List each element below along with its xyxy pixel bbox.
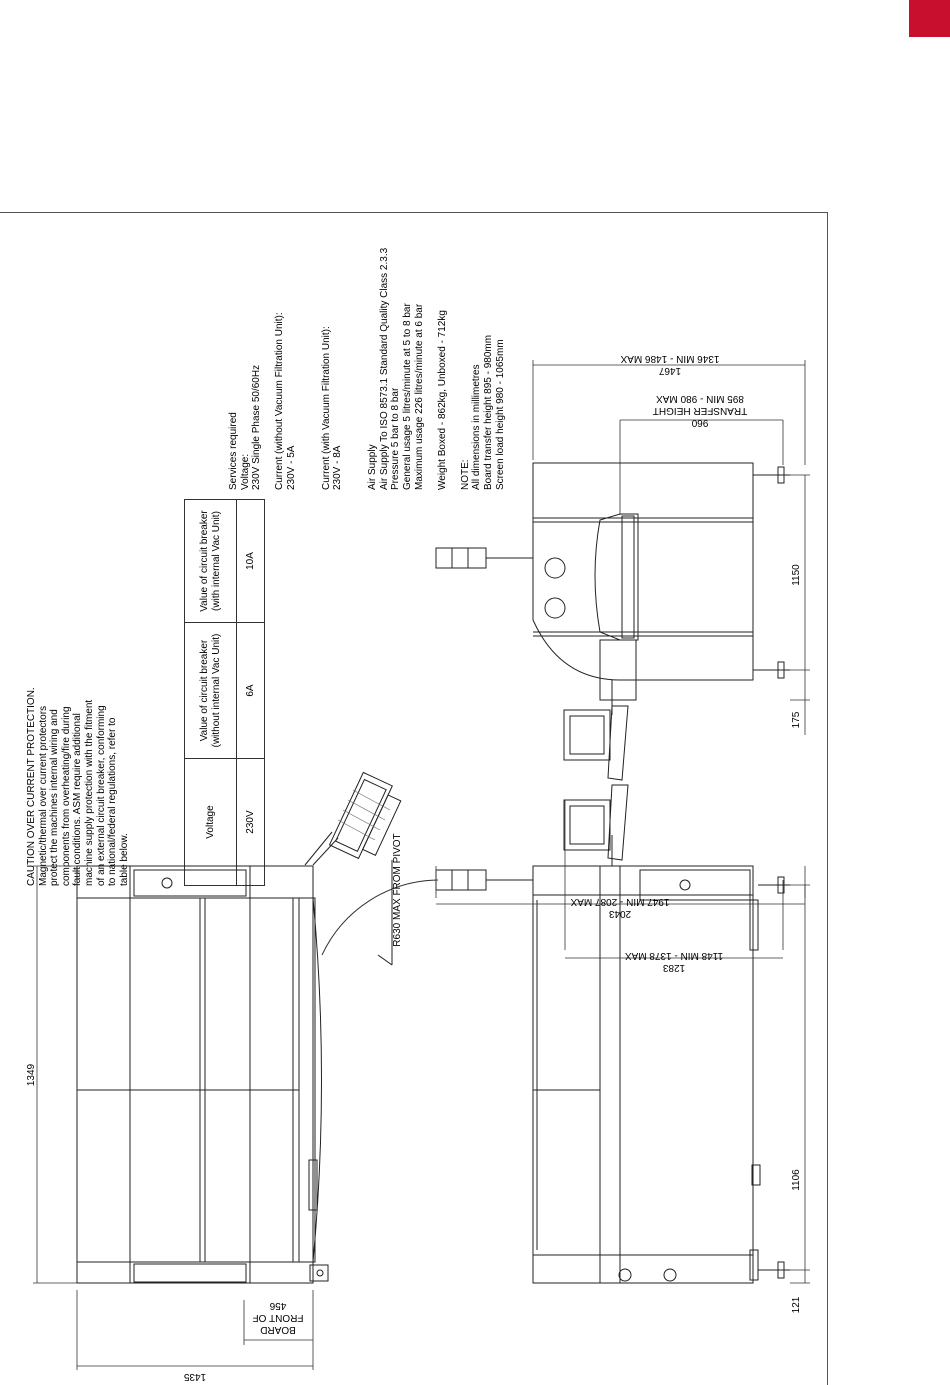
services-line: Current (with Vacuum Filtration Unit): <box>320 326 332 490</box>
dimension-labels <box>26 353 802 1382</box>
monitor <box>564 710 610 760</box>
top-view <box>77 772 438 1283</box>
signal-tower <box>436 548 486 568</box>
pivot-radius-arc <box>322 880 438 955</box>
front-view-dimensions <box>436 800 810 1283</box>
caution-line: Magnetic/thermal over current protectors <box>37 705 49 886</box>
services-line: All dimensions in millimetres <box>471 364 483 490</box>
front-view-body <box>533 866 753 1283</box>
dim-side-base: 1150 <box>791 564 802 586</box>
services-line: NOTE: <box>459 459 471 490</box>
services-line: Maximum usage 226 litres/minute at 6 bar <box>413 303 425 490</box>
caution-line: components from overheating/fire during <box>60 706 72 886</box>
table-header-with-vac: Value of circuit breaker (with internal Vac Unit) <box>185 500 237 623</box>
dim-side-overall: 1467 <box>658 365 682 376</box>
table-header-voltage: Voltage <box>185 759 237 886</box>
pendant-control <box>330 772 393 858</box>
dim-front-of-board: 456 <box>269 1300 287 1311</box>
dim-side-overall-range: 1346 MIN - 1486 MAX <box>620 353 720 364</box>
caution-line: fault conditions. ASM require additional <box>72 713 84 886</box>
monitor <box>564 800 610 850</box>
services-line: Services required <box>228 412 239 490</box>
dim-side-offset: 175 <box>791 711 802 729</box>
dim-front-overall: 2043 <box>608 908 632 919</box>
services-line: Current (without Vacuum Filtration Unit): <box>274 312 286 490</box>
signal-tower <box>436 870 486 890</box>
services-line: Pressure 5 bar to 8 bar <box>390 387 402 490</box>
dim-front-overall-range: 1947 MIN - 2087 MAX <box>570 896 670 907</box>
services-line: Board transfer height 895 - 980mm <box>483 334 495 490</box>
services-line: Air Supply To ISO 8573.1 Standard Quality Class 2.3.3 <box>378 247 390 490</box>
dim-transfer-label: TRANSFER HEIGHT <box>652 405 748 416</box>
table-cell-voltage: 230V <box>237 759 265 886</box>
front-of-board-label-1: FRONT OF <box>252 1312 304 1323</box>
front-of-board-label-2: BOARD <box>260 1324 296 1335</box>
caution-line: to national/federal regulations, refer to <box>107 717 119 886</box>
front-view <box>436 785 790 1283</box>
top-view-center-band <box>130 866 250 1283</box>
services-line: 230V - 5A <box>285 445 297 490</box>
services-line: 230V Single Phase 50/60Hz <box>251 364 263 490</box>
table-cell-without-vac: 6A <box>237 623 265 759</box>
services-line: 230V - 8A <box>332 445 344 490</box>
services-line: Voltage: <box>239 453 251 490</box>
side-view-body <box>533 463 753 680</box>
dim-front-monitor: 1283 <box>662 962 686 973</box>
caution-line: table below. <box>118 833 130 886</box>
services-line: Air Supply <box>367 444 379 490</box>
pivot-radius-label: R630 MAX FROM PIVOT <box>392 833 403 947</box>
dim-transfer-value: 960 <box>691 417 709 428</box>
side-view <box>436 463 790 780</box>
dim-front-offset: 121 <box>791 1296 802 1314</box>
top-view-dimensions <box>33 866 313 1370</box>
top-view-body <box>77 866 313 1283</box>
dim-transfer-range: 895 MIN - 980 MAX <box>656 393 744 404</box>
services-line: Screen load height 980 - 1065mm <box>494 339 506 490</box>
caution-line: machine supply protection with the fitment <box>83 699 95 886</box>
dim-top-length: 1435 <box>183 1371 207 1382</box>
caution-line: of an external circuit breaker, conforming <box>95 705 107 886</box>
dim-front-base: 1106 <box>791 1169 802 1191</box>
table-header-without-vac: Value of circuit breaker (without internal Vac Unit) <box>185 623 237 759</box>
table-cell-with-vac: 10A <box>237 500 265 623</box>
dim-top-width: 1349 <box>26 1063 37 1087</box>
caution-line: protect the machines internal wiring and <box>49 709 61 886</box>
dim-front-monitor-range: 1148 MIN - 1378 MAX <box>624 950 724 961</box>
services-line: General usage 5 litres/minute at 5 to 8 bar <box>401 303 413 490</box>
services-line: Weight Boxed - 862kg, Unboxed - 712kg <box>436 310 448 490</box>
caution-line: CAUTION OVER CURRENT PROTECTION. <box>26 687 37 886</box>
